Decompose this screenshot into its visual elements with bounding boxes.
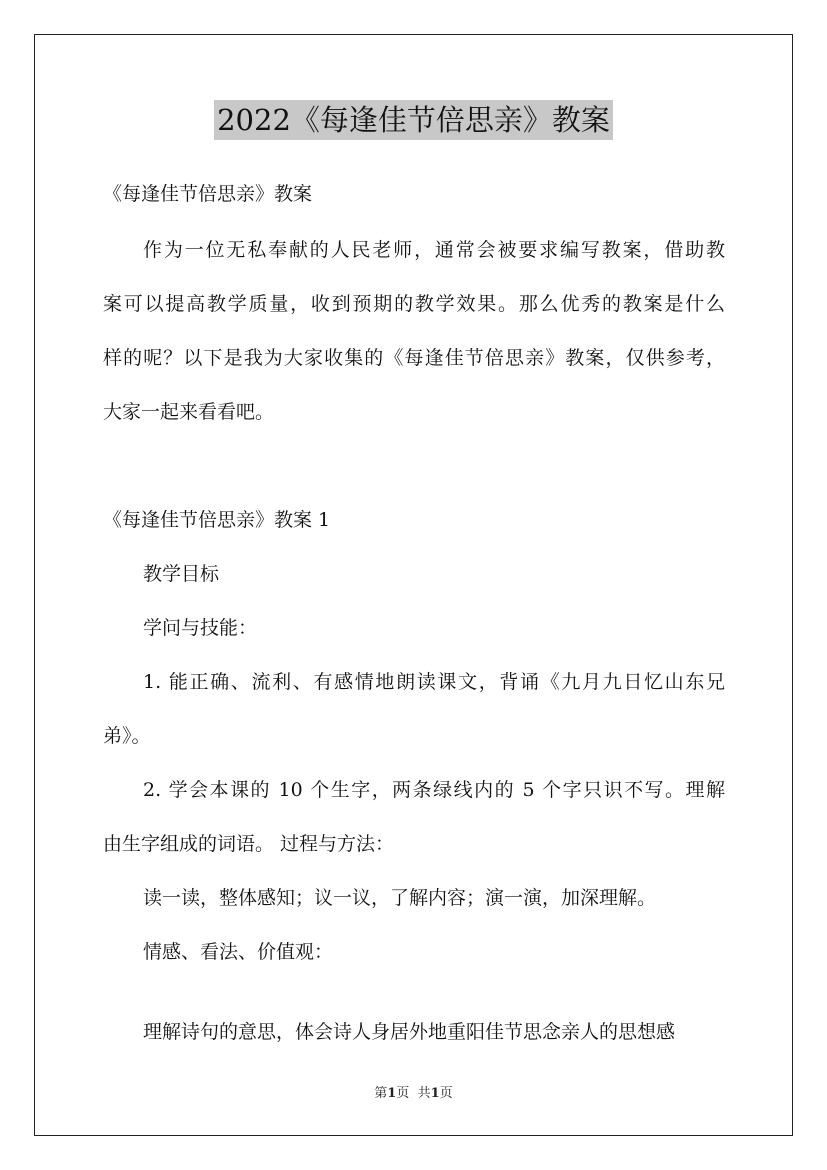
emotion-heading: 情感、看法、价值观： [143, 941, 334, 963]
intro-line-1: 作为一位无私奉献的人民老师，通常会被要求编写教案，借助教 [143, 239, 725, 261]
method-text: 读一读，整体感知；议一议，了解内容；演一演，加深理解。 [143, 887, 657, 909]
goal-heading: 教学目标 [143, 563, 220, 585]
intro-line-4: 大家一起来看看吧。 [103, 401, 275, 423]
item1-line1: 1. 能正确、流利、有感情地朗读课文，背诵《九月九日忆山东兄 [143, 671, 725, 693]
knowledge-heading: 学问与技能： [143, 617, 258, 639]
footer-page-unit: 页 [396, 1086, 410, 1101]
intro-line-2: 案可以提高教学质量，收到预期的教学效果。那么优秀的教案是什么 [103, 293, 725, 315]
footer-page-number: 1 [387, 1086, 397, 1101]
item2-line2: 由生字组成的词语。 过程与方法： [103, 833, 395, 855]
intro-line-3: 样的呢？以下是我为大家收集的《每逢佳节倍思亲》教案，仅供参考， [103, 347, 725, 369]
page-footer [0, 1086, 827, 1102]
footer-total-number: 1 [430, 1086, 440, 1101]
footer-total-label: 共 [417, 1086, 431, 1101]
document-subtitle: 《每逢佳节倍思亲》教案 [103, 183, 313, 205]
document-title: 2022《每逢佳节倍思亲》教案 [214, 100, 613, 140]
emotion-text: 理解诗句的意思，体会诗人身居外地重阳佳节思念亲人的思想感 [143, 1021, 676, 1043]
title-wrapper [0, 100, 827, 140]
footer-page-label: 第 [374, 1086, 388, 1101]
section-heading: 《每逢佳节倍思亲》教案 1 [103, 509, 331, 531]
item1-line2: 弟》。 [103, 725, 151, 747]
item2-line1: 2. 学会本课的 10 个生字，两条绿线内的 5 个字只识不写。理解 [143, 779, 725, 801]
footer-total-unit: 页 [439, 1086, 453, 1101]
